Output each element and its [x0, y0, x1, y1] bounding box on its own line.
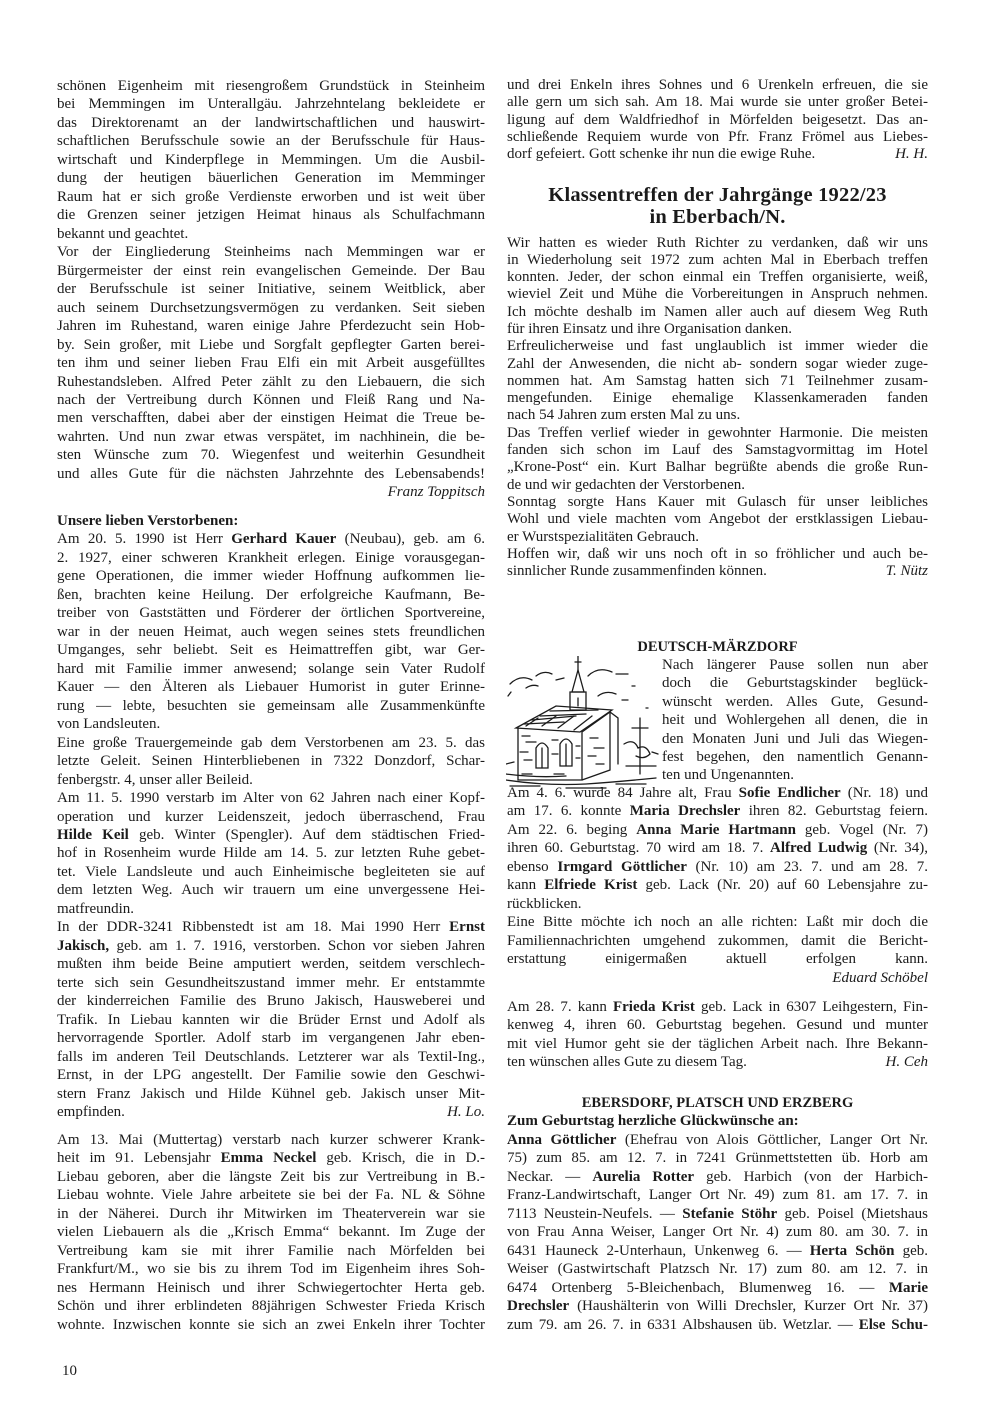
text-line: Ich möchte deshalb im Namen aller auch auf diesem Weg Ruth — [507, 303, 928, 320]
person-name: Anna Göttlicher — [507, 1131, 617, 1148]
text-line: Vertreibung kam sie mit ihrer Familie nach Mörfelden bei — [57, 1242, 485, 1259]
text-line: Vor der Eingliederung Steinheims nach Memmingen war er — [57, 244, 485, 261]
text-line — [57, 937, 485, 955]
text-run: geb. Poisel (Mietshaus — [777, 1205, 928, 1222]
person-name: Aurelia Rotter — [592, 1168, 695, 1185]
text-run: Am 22. 6. beging — [507, 821, 637, 838]
text-line: fanden sich schon im Lauf des Samstagvormittag im Hotel — [507, 442, 928, 459]
paragraph — [507, 913, 928, 987]
paragraph — [57, 243, 485, 502]
text-line: falls im anderen Teil Deutschlands. Letzterer war als Textil-Ing., — [57, 1048, 485, 1065]
text-line — [507, 821, 928, 839]
text-line: fenbergstr. 4, unser aller Beileid. — [57, 771, 253, 788]
paragraph — [662, 656, 928, 785]
text-line: dem letzten Weg. Auch wir trauern um eine unvergessene Hei- — [57, 882, 485, 899]
text-line: doch die Geburtstagskinder beglück- — [662, 675, 928, 692]
text-line: gene Operationen, die immer wieder Hoffnung aufkommen lie- — [57, 568, 485, 585]
text-run: (Nr. 34), — [867, 840, 928, 857]
text-run: Am 28. 7. kann — [507, 999, 613, 1015]
text-line: Trafik. In Liebau kannten wir die Brüder Ernst und Adolf als — [57, 1011, 485, 1028]
ebersdorf-section — [507, 1094, 928, 1334]
paragraph — [507, 77, 928, 163]
text-line: letzte Geleit. Seinen Hinterbliebenen in 7322 Donzdorf, Schar- — [57, 753, 485, 770]
text-line: ten ihm und seiner lieben Frau Elfi ein mit Arbeit ausgefülltes — [57, 355, 485, 372]
text-line — [507, 969, 928, 987]
text-line: Das Treffen verlief wieder in gewohnter Harmonie. Die meisten — [507, 424, 928, 441]
text-line: 2. 1927, einer schweren Krankheit erlegen. Einige vorausgegan- — [57, 549, 485, 566]
text-line: treiber von Gaststätten und Förderer der örtlichen Sportvereine, — [57, 605, 485, 622]
author-signature: T. Nütz — [885, 563, 928, 580]
person-name: Jakisch, — [57, 937, 110, 954]
text-line: mit viel Humor geht sie der täglichen Arbeit nach. Ihre Bekann- — [507, 1035, 928, 1052]
text-line: Am 11. 5. 1990 verstarb im Alter von 62 Jahren nach einer Kopf- — [57, 790, 485, 807]
text-line: wieviel Zeit und Mühe die Vorbereitungen in Anspruch nehmen. — [507, 286, 928, 303]
text-run: heit im 91. Lebensjahr — [57, 1150, 221, 1167]
text-run: geb. Lack in 6307 Leihgestern, Fin- — [694, 999, 928, 1015]
text-line: Jahren im Ruhestand, waren einige Jahre Pferdezucht sein Hob- — [57, 318, 485, 335]
text-line: Bürgermeister der einst rein evangelischen Gemeinde. Der Bau — [57, 262, 485, 279]
text-line — [507, 1297, 928, 1315]
text-run: In der DDR-3241 Ribbenstedt ist am 18. Mai 1990 Herr — [57, 919, 450, 936]
text-run: (Haushälterin von Willi Drechsler, Kurzer Ort Nr. 37) — [569, 1298, 928, 1315]
paragraph — [507, 494, 928, 546]
person-name: Ernst — [449, 919, 485, 936]
text-line — [57, 826, 485, 844]
text-line — [507, 1316, 928, 1334]
text-run: am 17. 6. konnte — [507, 803, 630, 820]
text-run: geb. — [894, 1242, 928, 1259]
text-line — [507, 839, 928, 857]
text-line: Umganges, sehr beliebt. Seit es Heimattreffen gibt, war Ger- — [57, 642, 485, 659]
text-line: der Berufsschule ist seiner Initiative, seinem Weitblick, aber — [57, 281, 485, 298]
text-line: Liebau geboren, aber die längste Zeit bis zur Vertreibung in B.- — [57, 1168, 485, 1185]
person-name: Maria Drechsler — [629, 803, 741, 820]
text-line — [57, 483, 485, 501]
text-line: das Direktorenamt an der landwirtschaftlichen und hauswirt- — [57, 114, 485, 131]
obituaries-section — [57, 512, 485, 1121]
text-line — [507, 802, 928, 820]
text-line: von Frau Anna Weiser, Langer Ort Nr. 4) zum 80. am 30. 7. in — [507, 1224, 928, 1241]
text-line: by. Sein großer, mit Liebe und Sorgfalt gepflegter Garten berei- — [57, 336, 485, 353]
paragraph — [57, 77, 485, 243]
article-title-line: Klassentreffen der Jahrgänge 1922/23 — [548, 184, 887, 206]
person-name: Stefanie Stöhr — [682, 1205, 778, 1222]
line-text — [57, 1103, 125, 1121]
text-line — [507, 1205, 928, 1223]
text-line: ten und Ungenannten. — [662, 767, 795, 784]
text-line — [507, 1242, 928, 1260]
person-name: Marie — [888, 1279, 928, 1296]
text-line: für ihren Einsatz und ihre Organisation danken. — [507, 320, 793, 337]
person-name: Hilde Keil — [57, 826, 129, 843]
text-line — [507, 1279, 928, 1297]
text-line: vielen Liebauern als die „Krisch Emma“ bekannt. Im Zuge der — [57, 1224, 485, 1241]
text-line: Eine Bitte möchte ich noch an alle richten: Laßt mir doch die — [507, 914, 928, 931]
text-line: terte sich sein Gesundheitszustand immer mehr. Er entstammte — [57, 974, 485, 991]
text-line: men verschafften, dabei aber der einstigen Heimat die Treue be- — [57, 410, 485, 427]
section-heading: Unsere lieben Verstorbenen: — [57, 513, 239, 529]
text-run: Neckar. — — [507, 1168, 593, 1185]
maerzdorf-birthdays — [507, 784, 928, 987]
text-line — [507, 563, 928, 580]
text-run: geb. Krisch, die in D.- — [316, 1150, 485, 1167]
text-line: sten Wünsche zum 70. Wiegenfest und weiterhin Gesundheit — [57, 447, 485, 464]
text-run: sinnlicher Runde zusammenfinden können. — [507, 563, 767, 580]
text-run: ihren 60. Geburtstag. 70 wird am 18. 7. — [507, 840, 771, 857]
text-line: Frankfurt/M., wo sie bis zu ihrem Tod im Eigenheim ihres Soh- — [57, 1261, 485, 1278]
frieda-krist-notice — [507, 998, 928, 1072]
text-line: mengefunden. Einige ehemalige Klassenkameraden fanden — [507, 390, 928, 407]
text-run: geb. Vogel (Nr. 7) — [795, 821, 928, 838]
text-line: konnten. Jeder, der schon einmal ein Treffen organisierte, weiß, — [507, 269, 928, 286]
text-line: Kauer — den Älteren als Liebauer Humorist in guter Erinne- — [57, 679, 485, 696]
text-line: schaftlichen Berufsschule sowie an der Berufsschule für Haus- — [57, 133, 485, 150]
line-text — [507, 146, 815, 163]
text-run: geb. Winter (Spengler). Auf dem städtischen Fried- — [128, 826, 485, 843]
text-line: rückblicken. — [507, 895, 582, 912]
person-name: Herta Schön — [809, 1242, 895, 1259]
text-line: mußten ihm beide Beine amputiert werden, seitdem verschlech- — [57, 956, 485, 973]
klassentreffen-title — [507, 184, 928, 228]
text-line: hervorragende Sportler. Adolf starb im vergangenen Jahr eben- — [57, 1030, 485, 1047]
text-run: empfinden. — [57, 1104, 125, 1120]
person-name: Anna Marie Hartmann — [636, 821, 796, 838]
text-line — [507, 858, 928, 876]
text-line: Wohl und viele machten vom Angebot der erstklassigen Liebau- — [507, 511, 928, 528]
text-run: 7113 Neustein-Neufels. — — [507, 1205, 683, 1222]
church-illustration — [506, 656, 660, 792]
text-run: dorf gefeiert. Gott schenke ihr nun die ewige Ruhe. — [507, 146, 816, 163]
text-run: zum 79. am 26. 7. in 6331 Albshausen üb. Wetzlar. — — [507, 1316, 859, 1333]
text-line: in der Näherei. Durch ihr Mitwirken im Theaterverein war sie — [57, 1205, 485, 1222]
text-line: die Grenzen seiner jetzigen Heimat hinaus als Schulfachmann — [57, 207, 485, 224]
text-line: heit und Wohlergehen all denen, die in — [662, 712, 928, 729]
text-line: nach 54 Jahren zum ersten Mal zu uns. — [507, 407, 741, 424]
paragraph — [57, 789, 485, 918]
text-run: ebenso — [507, 858, 558, 875]
obituary-emma-neckel — [57, 1131, 485, 1334]
line-text — [507, 1053, 747, 1071]
text-line — [507, 998, 928, 1016]
text-run: Am 4. 6. wurde 84 Jahre alt, Frau — [507, 785, 739, 801]
ebersdorf-birthday-list — [507, 1131, 928, 1334]
text-line: 75) zum 85. am 12. 7. in 7241 Grünmettstetten üb. Horb am — [507, 1150, 928, 1167]
article-alfred-peter — [57, 77, 485, 502]
text-line: der kinderreichen Familie des Bruno Jakisch, Hausweberei und — [57, 993, 485, 1010]
text-line: Zahl der Anwesenden, die nicht ab- sondern sogar wieder zuge- — [507, 355, 928, 372]
text-line: Nach längerer Pause sollen nun aber — [662, 657, 928, 673]
person-name: Frieda Krist — [612, 999, 695, 1015]
text-line: wirtschaft und Kinderpflege in Memmingen. Um die Ausbil- — [57, 151, 485, 168]
text-line: Familiennachrichten umgehend zukommen, damit die Bericht- — [507, 932, 928, 949]
person-name: Emma Neckel — [220, 1150, 317, 1167]
text-line: erstattung einigermaßen aktuell erfolgen kann. — [507, 951, 928, 968]
text-line — [57, 1103, 485, 1121]
text-run: (Nr. 10) am 23. 7. und am 28. 7. — [686, 858, 928, 875]
page-number: 10 — [62, 1363, 77, 1379]
text-line — [57, 1149, 485, 1167]
person-name: Gerhard Kauer — [231, 531, 337, 548]
author-signature: Franz Toppitsch — [387, 484, 485, 501]
section-subheading: Zum Geburtstag herzliche Glückwünsche an: — [507, 1113, 799, 1130]
text-line: kenweg 4, ihren 60. Geburtstag begehen. Gesund und munter — [507, 1017, 928, 1034]
person-name: Elfriede Krist — [544, 877, 638, 894]
text-line — [507, 784, 928, 802]
paragraph — [507, 425, 928, 494]
text-run: Am 20. 5. 1990 ist Herr — [57, 531, 232, 548]
text-line: und drei Enkeln ihres Sohnes und 6 Urenkeln erfreuen, die sie — [507, 77, 928, 93]
text-line: nes Hermann Heinisch und ihrer Schwiegertochter Herta geb. — [57, 1279, 485, 1296]
text-line — [507, 1168, 928, 1186]
paragraph — [507, 235, 928, 339]
author-signature: Eduard Schöbel — [832, 969, 928, 986]
text-line: Wir hatten es wieder Ruth Richter zu verdanken, daß wir uns — [507, 234, 928, 251]
text-run: 6431 Hauneck 2-Unterhaun, Unkenweg 6. — — [507, 1242, 810, 1259]
text-run: geb. Lack (Nr. 20) auf 60 Lebensjahre zu- — [637, 877, 928, 894]
paragraph — [57, 530, 485, 733]
text-line: Schön und ihrer erblindeten 88jährigen Schwester Frieda Krisch — [57, 1298, 485, 1315]
paragraph — [57, 734, 485, 789]
text-run: ten wünschen alles Gute zu diesem Tag. — [507, 1054, 747, 1071]
paragraph — [507, 784, 928, 913]
person-name: Alfred Ludwig — [770, 840, 868, 857]
text-line: matfreundin. — [57, 900, 135, 917]
paragraph — [507, 546, 928, 581]
text-line: Sonntag sorgte Hans Kauer mit Gulasch für unser leibliches — [507, 493, 928, 510]
text-line: den Monaten Juni und Juli das Wiegen- — [662, 730, 928, 747]
text-line: Am 13. Mai (Muttertag) verstarb nach kurzer schwerer Krank- — [57, 1132, 485, 1148]
text-line — [507, 1131, 928, 1149]
text-run: kann — [507, 877, 545, 894]
paragraph — [507, 998, 928, 1072]
article-title-line: in Eberbach/N. — [649, 206, 786, 228]
text-line: fest begehen, den namentlich Genann- — [662, 748, 928, 765]
text-line: tet. Viele Landsleute und auch Einheimische begleiteten sie auf — [57, 863, 485, 880]
text-line: schließende Requiem wurde von Pfr. Franz Frömel aus Liebes- — [507, 128, 928, 145]
author-signature: H. H. — [895, 146, 928, 163]
text-line: „Krone-Post“ ein. Kurt Balhar begrüßte abends die große Run- — [507, 459, 928, 476]
author-signature: H. Ceh — [885, 1054, 928, 1071]
text-run: 6474 Ortenberg 5-Bleichenbach, Blumenweg 16. — — [507, 1279, 889, 1296]
text-line: Weiser (Gastwirtschaft Platzsch Nr. 17) zum 80. am 12. 7. in — [507, 1261, 928, 1278]
paragraph — [57, 918, 485, 1121]
text-line — [57, 530, 485, 548]
person-name: Sofie Endlicher — [738, 785, 841, 801]
text-line: bei Memmingen im Unterallgäu. Jahrzehntelang bekleidete er — [57, 96, 485, 113]
paragraph — [507, 1131, 928, 1334]
text-line: Erfreulicherweise und fast unglaublich ist immer wieder die — [507, 338, 928, 355]
line-text — [507, 563, 767, 580]
text-line: war in der neuen Heimat, auch wegen seines stets freundlichen — [57, 623, 485, 640]
klassentreffen-article — [507, 235, 928, 581]
obituary-continuation — [507, 77, 928, 163]
text-line: auch seinem Durchsetzungsvermögen zu verdanken. Seit sieben — [57, 299, 485, 316]
maerzdorf-intro — [662, 656, 928, 785]
text-line: rung — lebte, besuchten sie gemeinsam alle Zusammenkünfte — [57, 697, 485, 714]
person-name: Irmgard Göttlicher — [557, 858, 687, 875]
text-line: stern Franz Jakisch und Hilde Kühnel geb. Jakisch unser Mit- — [57, 1085, 485, 1102]
text-line: wohnte. Inzwischen konnte sie sich an zwei Enkeln ihrer Tochter — [57, 1316, 485, 1333]
text-run: geb. Harbich (von der Harbich- — [694, 1168, 928, 1185]
text-line: Franz-Landwirtschaft, Langer Ort Nr. 49) zum 81. am 17. 7. in — [507, 1187, 928, 1204]
paragraph — [57, 1131, 485, 1334]
text-run: (Neubau), geb. am 6. — [336, 531, 485, 548]
text-line: hard mit Familie immer anwesend; solange sein Vater Rudolf — [57, 660, 485, 677]
text-run: geb. am 1. 7. 1916, verstorben. Schon vor sieben Jahren — [109, 937, 485, 954]
person-name: Else Schu- — [858, 1316, 928, 1333]
text-line: Eine große Trauergemeinde gab dem Verstorbenen am 23. 5. das — [57, 734, 485, 751]
text-line — [507, 1053, 928, 1071]
text-line: in Wiederholung seit 1972 zum achten Mal in Eberbach treffen — [507, 251, 928, 268]
text-line: ßen, brachten keine Heilung. Der erfolgreiche Kaufmann, Be- — [57, 586, 485, 603]
text-line: de und wir gedachten der Verstorbenen. — [507, 476, 745, 493]
section-heading-maerzdorf: DEUTSCH-MÄRZDORF — [637, 639, 798, 655]
text-line: hof in Rosenheim wurde Hilde am 14. 5. zur letzten Ruhe gebet- — [57, 845, 485, 862]
text-run: ihren 82. Geburtstag feiern. — [740, 803, 928, 820]
text-line: er Wurstspezialitäten Gebrauch. — [507, 528, 699, 545]
person-name: Drechsler — [507, 1298, 570, 1315]
text-line: wünscht werden. Alles Gute, Gesund- — [662, 693, 928, 710]
text-line — [507, 146, 928, 163]
text-line: Raum hat er sich große Verdienste erworben und ist weit über — [57, 188, 485, 205]
text-line: von Landsleuten. — [57, 716, 161, 733]
text-line: schönen Eigenheim mit riesengroßem Grundstück in Steinheim — [57, 78, 485, 94]
text-line: Liebau wohnte. Viele Jahre arbeitete sie bei der Fa. NL & Söhne — [57, 1187, 485, 1204]
text-run: (Ehefrau von Alois Göttlicher, Langer Ort Nr. — [616, 1131, 928, 1148]
text-line: wahrten. Und nun zwar etwas verspätet, im nachhinein, die be- — [57, 428, 485, 445]
text-line: Ruhestandsleben. Alfred Peter zählt zu den Liebauern, die sich — [57, 373, 485, 390]
text-line — [507, 876, 928, 894]
text-line: ligung auf dem Waldfriedhof in Mörfelden beigesetzt. Das an- — [507, 111, 928, 128]
text-line: bekannt und geachtet. — [57, 225, 189, 242]
text-line: und alles Gute für die nächsten Jahrzehnte des Lebensabends! — [57, 465, 485, 482]
text-line: dung der heutigen bäuerlichen Generation im Memminger — [57, 170, 485, 187]
text-line: operation und kurzer Leidenszeit, jedoch überraschend, Frau — [57, 808, 485, 825]
text-line: nach der Vertreibung durch Können und Fleiß Rang und Na- — [57, 391, 485, 408]
paragraph — [507, 338, 928, 424]
text-run: (Nr. 18) und — [840, 785, 928, 801]
text-line: alle gern um sich sah. Am 18. Mai wurde sie unter großer Betei- — [507, 94, 928, 111]
author-signature: H. Lo. — [447, 1104, 485, 1120]
text-line — [57, 918, 485, 936]
text-line: Ernst, in der LPG angestellt. Der Familie sowie den Geschwi- — [57, 1067, 485, 1084]
text-line: Hoffen wir, daß wir uns noch oft in so fröhlicher und auch be- — [507, 545, 928, 562]
obituary-paragraphs — [57, 530, 485, 1121]
section-heading-ebersdorf: EBERSDORF, PLATSCH UND ERZBERG — [581, 1095, 854, 1111]
text-line: nommen hat. Am Samstag hatten sich 71 Teilnehmer zusam- — [507, 372, 928, 389]
